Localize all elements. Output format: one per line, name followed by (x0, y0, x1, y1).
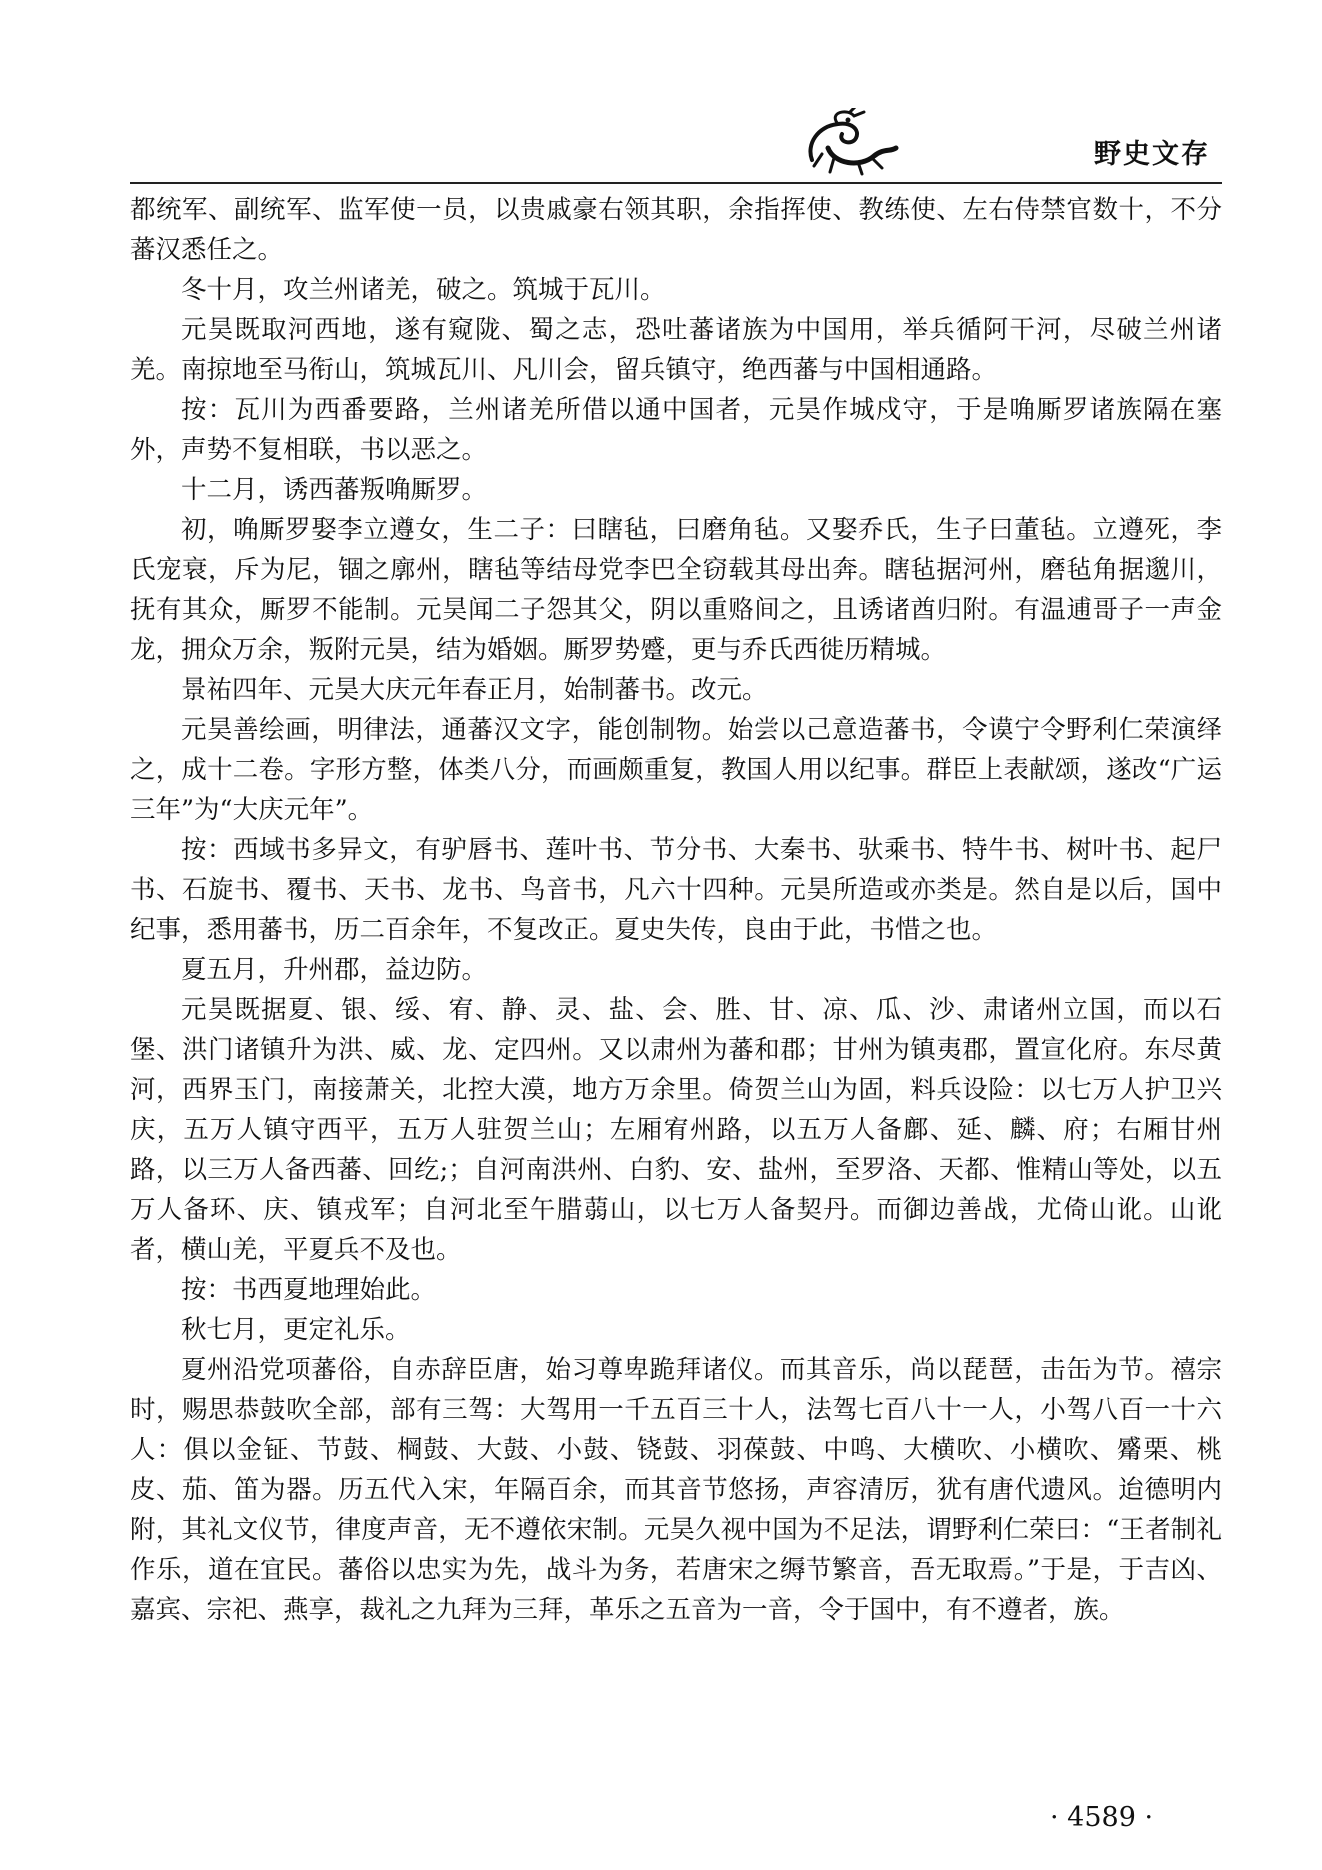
paragraph: 元昊既取河西地，遂有窥陇、蜀之志，恐吐蕃诸族为中国用，举兵循阿干河，尽破兰州诸羌。南掠地至马衔山，筑城瓦川、凡川会，留兵镇守，绝西蕃与中国相通路。 (130, 315, 1222, 385)
paragraph: 夏五月，升州郡，益边防。 (181, 955, 488, 985)
dragon-emblem-icon (798, 108, 906, 180)
paragraph: 十二月，诱西蕃叛唃厮罗。 (181, 475, 488, 505)
paragraph: 元昊既据夏、银、绥、宥、静、灵、盐、会、胜、甘、凉、瓜、沙、肃诸州立国，而以石堡、洪门诸镇升为洪、威、龙、定四州。又以肃州为蕃和郡；甘州为镇夷郡，置宣化府。东尽黄河，西界玉门，南接萧关，北控大漠，地方万余里。倚贺兰山为固，料兵设险：以七万人护卫兴庆，五万人镇守西平，五万人驻贺兰山；左厢宥州路，以五万人备鄜、延、麟、府；右厢甘州路，以三万人备西蕃、回纥;；自河南洪州、白豹、安、盐州，至罗洛、天都、惟精山等处，以五万人备环、庆、镇戎军；自河北至午腊蒻山，以七万人备契丹。而御边善战，尤倚山讹。山讹者，横山羌，平夏兵不及也。 (130, 995, 1222, 1265)
paragraph: 按：书西夏地理始此。 (181, 1275, 437, 1305)
paragraph: 按：西域书多异文，有驴唇书、莲叶书、节分书、大秦书、驮乘书、特牛书、树叶书、起尸书、石旋书、覆书、天书、龙书、鸟音书，凡六十四种。元昊所造或亦类是。然自是以后，国中纪事，悉用蕃书，历二百余年，不复改正。夏史失传，良由于此，书惜之也。 (130, 835, 1222, 945)
paragraph: 景祐四年、元昊大庆元年春正月，始制蕃书。改元。 (181, 675, 768, 705)
page-number: · 4589 · (1050, 1802, 1154, 1833)
paragraph: 秋七月，更定礼乐。 (181, 1315, 411, 1345)
header-rule (130, 182, 1222, 184)
running-title: 野史文存 (1094, 139, 1210, 170)
paragraph: 初，唃厮罗娶李立遵女，生二子：曰瞎毡，曰磨角毡。又娶乔氏，生子曰董毡。立遵死，李氏宠衰，斥为尼，锢之廓州，瞎毡等结母党李巴全窃载其母出奔。瞎毡据河州，磨毡角据邈川，抚有其众，厮罗不能制。元昊闻二子怨其父，阴以重赂间之，且诱诸酋归附。有温逋哥子一声金龙，拥众万余，叛附元昊，结为婚姻。厮罗势蹙，更与乔氏西徙历精城。 (130, 515, 1222, 665)
paragraph: 夏州沿党项蕃俗，自赤辞臣唐，始习尊卑跪拜诸仪。而其音乐，尚以琵琶，击缶为节。禧宗时，赐思恭鼓吹全部，部有三驾：大驾用一千五百三十人，法驾七百八十一人，小驾八百一十六人：俱以金钲、节鼓、棡鼓、大鼓、小鼓、铙鼓、羽葆鼓、中鸣、大横吹、小横吹、觱栗、桃皮、茄、笛为器。历五代入宋，年隔百余，而其音节悠扬，声容清厉，犹有唐代遗风。迨德明内附，其礼文仪节，律度声音，无不遵依宋制。元昊久视中国为不足法，谓野利仁荣曰：“王者制礼作乐，道在宜民。蕃俗以忠实为先，战斗为务，若唐宋之缛节繁音，吾无取焉。”于是，于吉凶、嘉宾、宗祀、燕享，裁礼之九拜为三拜，革乐之五音为一音，令于国中，有不遵者，族。 (130, 1355, 1222, 1625)
paragraph: 冬十月，攻兰州诸羌，破之。筑城于瓦川。 (181, 275, 666, 305)
paragraph: 按：瓦川为西番要路，兰州诸羌所借以通中国者，元昊作城戍守，于是唃厮罗诸族隔在塞外，声势不复相联，书以恶之。 (130, 395, 1222, 465)
page-header (130, 88, 1222, 184)
paragraph: 都统军、副统军、监军使一员，以贵戚豪右领其职，余指挥使、教练使、左右侍禁官数十，不分蕃汉悉任之。 (130, 195, 1222, 265)
body-text (130, 190, 1222, 1760)
paragraph: 元昊善绘画，明律法，通蕃汉文字，能创制物。始尝以己意造蕃书，令谟宁令野利仁荣演绎之，成十二卷。字形方整，体类八分，而画颇重复，教国人用以纪事。群臣上表献颂，遂改“广运三年”为“大庆元年”。 (130, 715, 1222, 825)
